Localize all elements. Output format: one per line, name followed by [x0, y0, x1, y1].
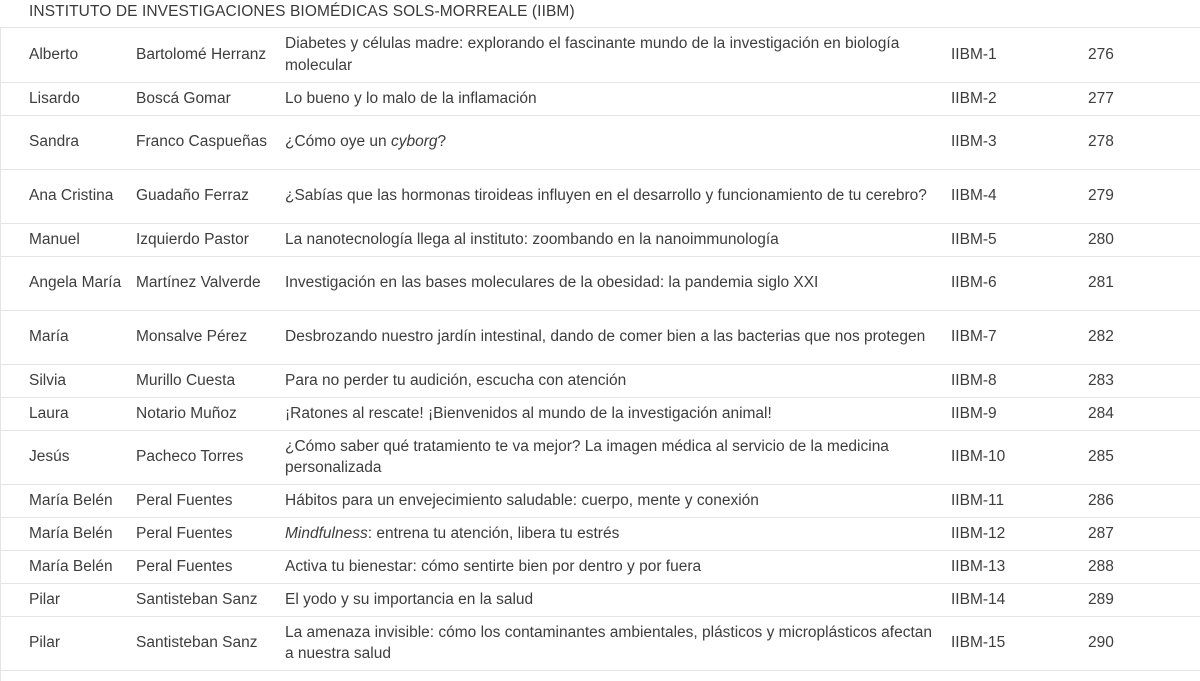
- talk-title-segment: La amenaza invisible: cómo los contaminantes ambientales, plásticos y microplásticos afectan a nuestra salud: [285, 623, 933, 662]
- table-row: [0, 550, 1200, 583]
- first-name-cell: María Belén: [29, 524, 113, 542]
- first-name-cell: María Belén: [29, 557, 113, 575]
- talk-code-cell: IIBM-5: [951, 230, 997, 248]
- talk-title-cell: [285, 616, 949, 670]
- talk-number-cell: 277: [1088, 89, 1114, 107]
- table-row: [0, 115, 1200, 169]
- talk-title-italic-segment: cyborg: [390, 133, 438, 151]
- last-name-cell: Izquierdo Pastor: [136, 230, 249, 248]
- talk-title-cell: [285, 517, 949, 550]
- talk-title-cell: [285, 169, 949, 223]
- talk-code-cell: IIBM-8: [951, 371, 997, 389]
- talks-table-body: [0, 28, 1200, 670]
- talk-title-segment: ¿Cómo oye un: [285, 133, 391, 151]
- table-row: [0, 169, 1200, 223]
- first-name-cell: Pilar: [29, 590, 61, 608]
- talk-title-segment: Investigación en las bases moleculares de la obesidad: la pandemia siglo XXI: [285, 274, 819, 292]
- talk-number-cell: 280: [1088, 230, 1114, 248]
- talk-title-segment: Hábitos para un envejecimiento saludable: cuerpo, mente y conexión: [285, 491, 759, 509]
- talk-code-cell: IIBM-7: [951, 328, 997, 346]
- first-name-cell: Pilar: [29, 634, 61, 652]
- talk-title-segment: ?: [437, 133, 447, 151]
- talk-code-cell: IIBM-3: [951, 133, 997, 151]
- first-name-cell: María Belén: [29, 491, 113, 509]
- talk-title-cell: [285, 364, 949, 397]
- talk-number-cell: 281: [1088, 274, 1114, 292]
- table-row: [0, 28, 1200, 82]
- talk-code-cell: IIBM-13: [951, 557, 1006, 575]
- talk-title-segment: ¿Cómo saber qué tratamiento te va mejor? La imagen médica al servicio de la medicina personalizada: [285, 437, 889, 476]
- first-name-cell: Ana Cristina: [29, 187, 114, 205]
- talk-number-cell: 282: [1088, 328, 1114, 346]
- table-row: [0, 82, 1200, 115]
- talk-number-cell: 286: [1088, 491, 1114, 509]
- talk-title-cell: [285, 310, 949, 364]
- talk-title-cell: [285, 397, 949, 430]
- talk-title-segment: ¿Sabías que las hormonas tiroideas influyen en el desarrollo y funcionamiento de tu cerebro?: [285, 187, 927, 205]
- talk-title-segment: La nanotecnología llega al instituto: zoombando en la nanoimmunología: [285, 230, 779, 248]
- last-name-cell: Martínez Valverde: [136, 274, 261, 292]
- first-name-cell: Lisardo: [29, 89, 80, 107]
- talk-code-cell: IIBM-2: [951, 89, 997, 107]
- talk-title-cell: [285, 256, 949, 310]
- talk-title-segment: Activa tu bienestar: cómo sentirte bien por dentro y por fuera: [285, 557, 702, 575]
- talk-code-cell: IIBM-14: [951, 590, 1006, 608]
- talk-code-cell: IIBM-11: [951, 491, 1005, 509]
- talk-title-cell: [285, 430, 949, 484]
- talk-number-cell: 288: [1088, 557, 1114, 575]
- talk-number-cell: 289: [1088, 590, 1114, 608]
- table-row: [0, 430, 1200, 484]
- talk-number-cell: 285: [1088, 448, 1114, 466]
- last-name-cell: Franco Caspueñas: [136, 133, 267, 151]
- last-name-cell: Murillo Cuesta: [136, 371, 236, 389]
- talk-title-cell: [285, 82, 949, 115]
- last-name-cell: Peral Fuentes: [136, 557, 233, 575]
- talk-title-cell: [285, 115, 949, 169]
- talk-number-cell: 276: [1088, 46, 1114, 63]
- last-name-cell: Peral Fuentes: [136, 524, 233, 542]
- first-name-cell: Manuel: [29, 230, 80, 248]
- talk-number-cell: 290: [1088, 634, 1114, 652]
- table-row: [0, 223, 1200, 256]
- talk-code-cell: IIBM-10: [951, 448, 1006, 466]
- first-name-cell: Sandra: [29, 133, 79, 151]
- talk-number-cell: 284: [1088, 404, 1114, 422]
- talk-title-segment: Diabetes y células madre: explorando el fascinante mundo de la investigación en biología molecular: [285, 35, 900, 74]
- talk-title-cell: [285, 484, 949, 517]
- first-name-cell: Laura: [29, 404, 69, 422]
- first-name-cell: Angela María: [29, 274, 122, 292]
- first-name-cell: Silvia: [29, 371, 67, 389]
- talk-title-segment: Para no perder tu audición, escucha con atención: [285, 371, 627, 389]
- first-name-cell: Alberto: [29, 46, 79, 63]
- talk-title-cell: [285, 583, 949, 616]
- last-name-cell: Santisteban Sanz: [136, 590, 258, 608]
- table-row: [0, 364, 1200, 397]
- table-row: [0, 256, 1200, 310]
- talks-table: [0, 28, 1200, 671]
- table-row: [0, 310, 1200, 364]
- talk-title-segment: ¡Ratones al rescate! ¡Bienvenidos al mundo de la investigación animal!: [285, 404, 772, 422]
- talk-number-cell: 283: [1088, 371, 1114, 389]
- table-left-border: [0, 28, 1, 681]
- talk-number-cell: 278: [1088, 133, 1114, 151]
- talk-code-cell: IIBM-9: [951, 404, 997, 422]
- talk-title-cell: [285, 223, 949, 256]
- talk-code-cell: IIBM-6: [951, 274, 997, 292]
- table-row: [0, 397, 1200, 430]
- talk-title-italic-segment: Mindfulness: [285, 524, 368, 542]
- talk-code-cell: IIBM-1: [951, 46, 997, 63]
- talk-title-segment: Lo bueno y lo malo de la inflamación: [285, 89, 537, 107]
- last-name-cell: Peral Fuentes: [136, 491, 233, 509]
- last-name-cell: Santisteban Sanz: [136, 634, 258, 652]
- talk-code-cell: IIBM-4: [951, 187, 997, 205]
- talk-title-segment: : entrena tu atención, libera tu estrés: [367, 524, 620, 542]
- talk-code-cell: IIBM-12: [951, 524, 1006, 542]
- last-name-cell: Guadaño Ferraz: [136, 187, 249, 205]
- table-row: [0, 484, 1200, 517]
- talk-code-cell: IIBM-15: [951, 634, 1006, 652]
- talk-number-cell: 287: [1088, 524, 1114, 542]
- talk-title-cell: [285, 28, 949, 82]
- section-title: INSTITUTO DE INVESTIGACIONES BIOMÉDICAS SOLS-MORREALE (IIBM): [0, 0, 1200, 28]
- last-name-cell: Monsalve Pérez: [136, 328, 248, 346]
- table-row: [0, 583, 1200, 616]
- last-name-cell: Pacheco Torres: [136, 448, 244, 466]
- talk-title-segment: El yodo y su importancia en la salud: [285, 590, 534, 608]
- last-name-cell: Boscá Gomar: [136, 89, 231, 107]
- talk-number-cell: 279: [1088, 187, 1114, 205]
- table-row: [0, 616, 1200, 670]
- last-name-cell: Notario Muñoz: [136, 404, 237, 422]
- first-name-cell: Jesús: [29, 448, 70, 466]
- first-name-cell: María: [29, 328, 69, 346]
- last-name-cell: Bartolomé Herranz: [136, 46, 267, 63]
- talk-title-segment: Desbrozando nuestro jardín intestinal, dando de comer bien a las bacterias que nos protegen: [285, 328, 926, 346]
- talk-title-cell: [285, 550, 949, 583]
- table-row: [0, 517, 1200, 550]
